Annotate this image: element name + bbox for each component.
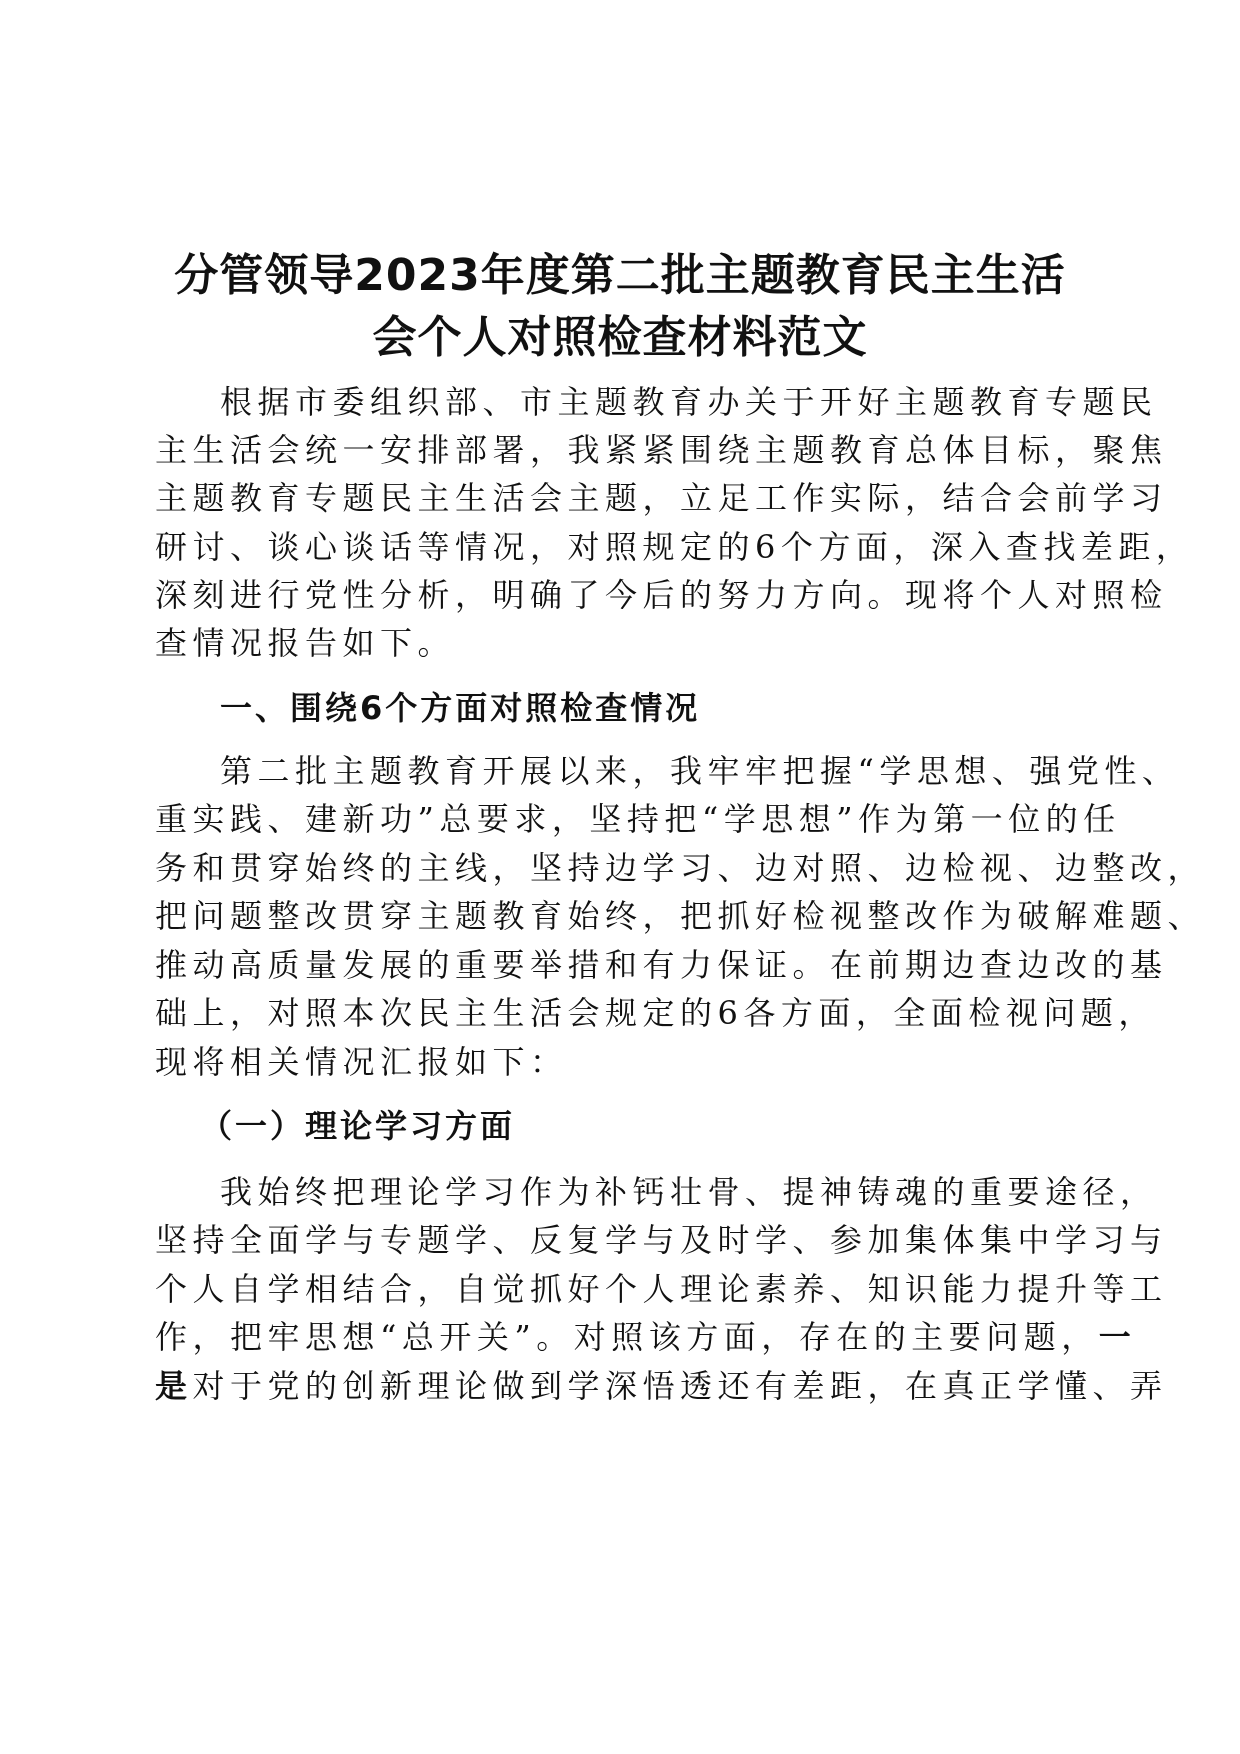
paragraph-3-line	[155, 1366, 1168, 1406]
paragraph-2-line: 础上，对照本次民主生活会规定的6各方面，全面检视问题，	[155, 994, 1156, 1032]
paragraph-1-line: 根据市委组织部、市主题教育办关于开好主题教育专题民	[220, 383, 1158, 421]
paragraph-2-line: 第二批主题教育开展以来，我牢牢把握“学思想、强党性、	[220, 752, 1180, 790]
paragraph-2-line: 务和贯穿始终的主线，坚持边学习、边对照、边检视、边整改，	[155, 849, 1206, 887]
paragraph-3-bold-marker: 一	[1098, 1318, 1137, 1356]
document-title-line-1: 分管领导2023年度第二批主题教育民主生活	[174, 250, 1066, 301]
paragraph-3-line: 我始终把理论学习作为补钙壮骨、提神铸魂的重要途径，	[220, 1173, 1158, 1211]
paragraph-3-bold-marker: 是	[155, 1367, 193, 1405]
paragraph-1-line: 主生活会统一安排部署，我紧紧围绕主题教育总体目标，聚焦	[155, 431, 1168, 469]
paragraph-3-line	[155, 1317, 1136, 1357]
section-heading-2: （一）理论学习方面	[200, 1107, 516, 1145]
paragraph-3-text: 作，把牢思想“总开关”。对照该方面，存在的主要问题，	[155, 1318, 1099, 1356]
paragraph-2-line: 推动高质量发展的重要举措和有力保证。在前期边查边改的基	[155, 946, 1168, 984]
paragraph-1-line: 查情况报告如下。	[155, 624, 456, 662]
section-heading-1: 一、围绕6个方面对照检查情况	[220, 689, 701, 727]
paragraph-1-line: 深刻进行党性分析，明确了今后的努力方向。现将个人对照检	[155, 576, 1168, 614]
paragraph-2-line: 现将相关情况汇报如下：	[155, 1043, 568, 1081]
paragraph-2-line: 重实践、建新功”总要求，坚持把“学思想”作为第一位的任	[155, 800, 1121, 838]
paragraph-3-line: 个人自学相结合，自觉抓好个人理论素养、知识能力提升等工	[155, 1270, 1168, 1308]
paragraph-1-line: 主题教育专题民主生活会主题，立足工作实际，结合会前学习	[155, 479, 1168, 517]
document-title-line-2: 会个人对照检查材料范文	[372, 312, 868, 363]
paragraph-3-line: 坚持全面学与专题学、反复学与及时学、参加集体集中学习与	[155, 1221, 1168, 1259]
paragraph-2-line: 把问题整改贯穿主题教育始终，把抓好检视整改作为破解难题、	[155, 897, 1206, 935]
paragraph-1-line: 研讨、谈心谈话等情况，对照规定的6个方面，深入查找差距，	[155, 528, 1194, 566]
paragraph-3-text: 对于党的创新理论做到学深悟透还有差距，在真正学懂、弄	[192, 1367, 1168, 1405]
